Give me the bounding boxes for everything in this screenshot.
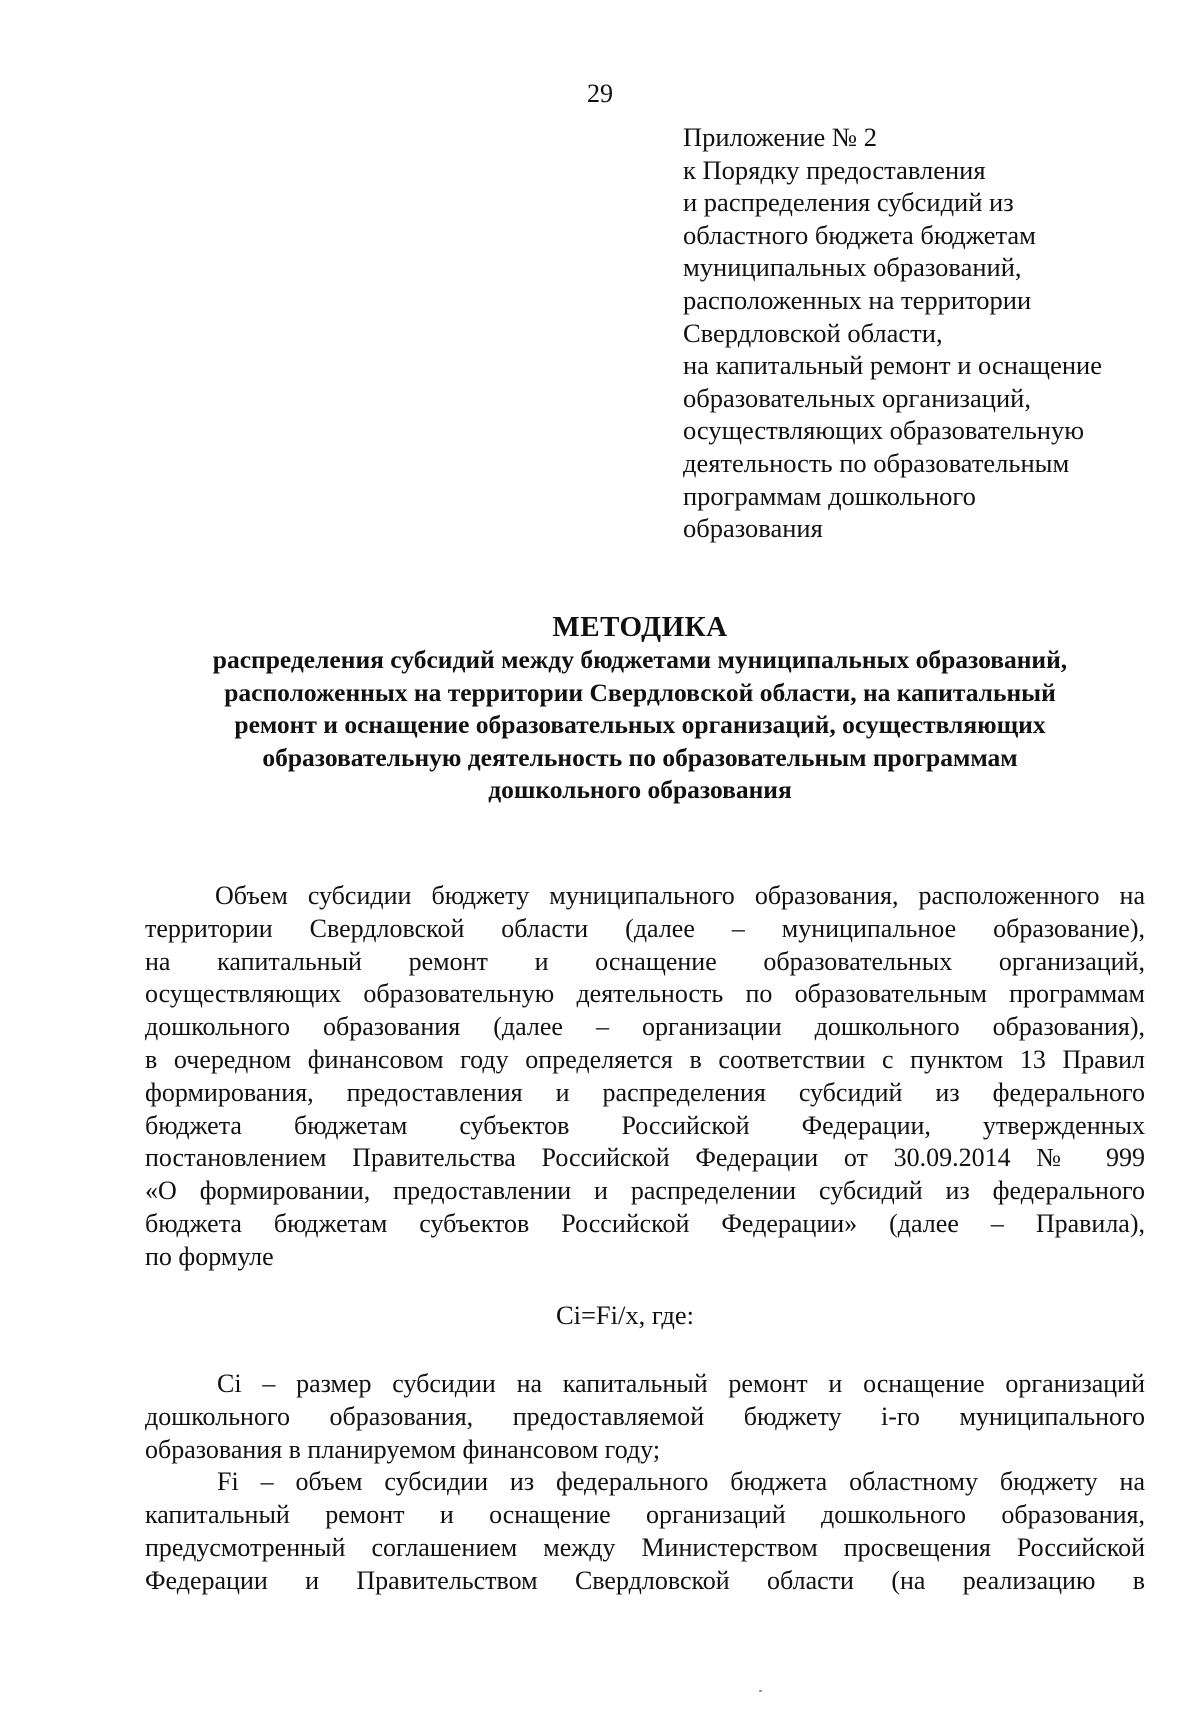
paragraph-line: бюджета бюджетам субъектов Российской Федерации» (далее – Правила), [145, 1208, 1145, 1238]
paragraph-line: по формуле [145, 1241, 274, 1271]
body-paragraph [145, 880, 1145, 1274]
definition-line: капитальный ремонт и оснащение организаций дошкольного образования, [145, 1500, 1145, 1530]
appendix-line: осуществляющих образовательную [683, 415, 1085, 446]
appendix-line: образования [683, 513, 823, 544]
appendix-line: областного бюджета бюджетам [683, 219, 1036, 250]
definition-line: Федерации и Правительством Свердловской области (на реализацию в [145, 1565, 1145, 1595]
appendix-line: образовательных организаций, [683, 382, 1031, 413]
paragraph-line: Объем субсидии бюджету муниципального образования, расположенного на [215, 881, 1145, 910]
appendix-line: к Порядку предоставления [683, 154, 986, 185]
definition-ci [145, 1368, 1145, 1466]
appendix-line: муниципальных образований, [683, 252, 1022, 283]
definition-line: Fi – объем субсидии из федерального бюджета областному бюджету на [217, 1467, 1145, 1497]
definition-fi [145, 1466, 1145, 1597]
definition-line: предусмотренный соглашением между Министерством просвещения Российской [145, 1532, 1145, 1562]
paragraph-line: постановлением Правительства Российской Федерации от 30.09.2014 № 999 [145, 1143, 1145, 1173]
formula: Ci=Fi/x, где: [555, 1300, 695, 1330]
paragraph-line: бюджета бюджетам субъектов Российской Федерации, утвержденных [145, 1110, 1145, 1140]
subtitle-line: ремонт и оснащение образовательных организаций, осуществляющих [234, 710, 1046, 740]
subtitle-line: распределения субсидий между бюджетами муниципальных образований, [212, 645, 1068, 674]
scan-speck [759, 1690, 762, 1692]
definition-line: образования в планируемом финансовом году; [145, 1434, 661, 1464]
document-subtitle [130, 644, 1150, 807]
appendix-line: Свердловской области, [683, 317, 943, 348]
appendix-line: программам дошкольного [683, 480, 976, 511]
paragraph-line: «О формировании, предоставлении и распределении субсидий из федерального [145, 1176, 1145, 1206]
appendix-header [683, 121, 1183, 545]
appendix-line: на капитальный ремонт и оснащение [683, 350, 1102, 381]
paragraph-line: на капитальный ремонт и оснащение образовательных организаций, [145, 946, 1145, 976]
definition-line: Ci – размер субсидии на капитальный ремонт и оснащение организаций [217, 1369, 1145, 1398]
appendix-line: деятельность по образовательным [683, 447, 1070, 478]
paragraph-line: осуществляющих образовательную деятельность по образовательным программам [145, 979, 1145, 1009]
subtitle-line: образовательную деятельность по образовательным программам [262, 742, 1018, 772]
subtitle-line: расположенных на территории Свердловской области, на капитальный [224, 677, 1056, 707]
definition-line: дошкольного образования, предоставляемой бюджету i-го муниципального [145, 1401, 1145, 1431]
page-number: 29 [587, 79, 613, 108]
appendix-line: расположенных на территории [683, 284, 1032, 315]
appendix-line: и распределения субсидий из [683, 187, 1014, 218]
paragraph-line: в очередном финансовом году определяется в соответствии с пунктом 13 Правил [145, 1044, 1145, 1074]
appendix-line: Приложение № 2 [683, 122, 878, 152]
document-title-block [130, 610, 1150, 807]
subtitle-line: дошкольного образования [488, 775, 792, 805]
document-title: МЕТОДИКА [552, 611, 728, 643]
paragraph-line: дошкольного образования (далее – организации дошкольного образования), [145, 1012, 1145, 1042]
paragraph-line: территории Свердловской области (далее – муниципальное образование), [145, 913, 1145, 943]
formula-definitions [145, 1368, 1145, 1598]
paragraph-line: формирования, предоставления и распределения субсидий из федерального [145, 1077, 1145, 1107]
